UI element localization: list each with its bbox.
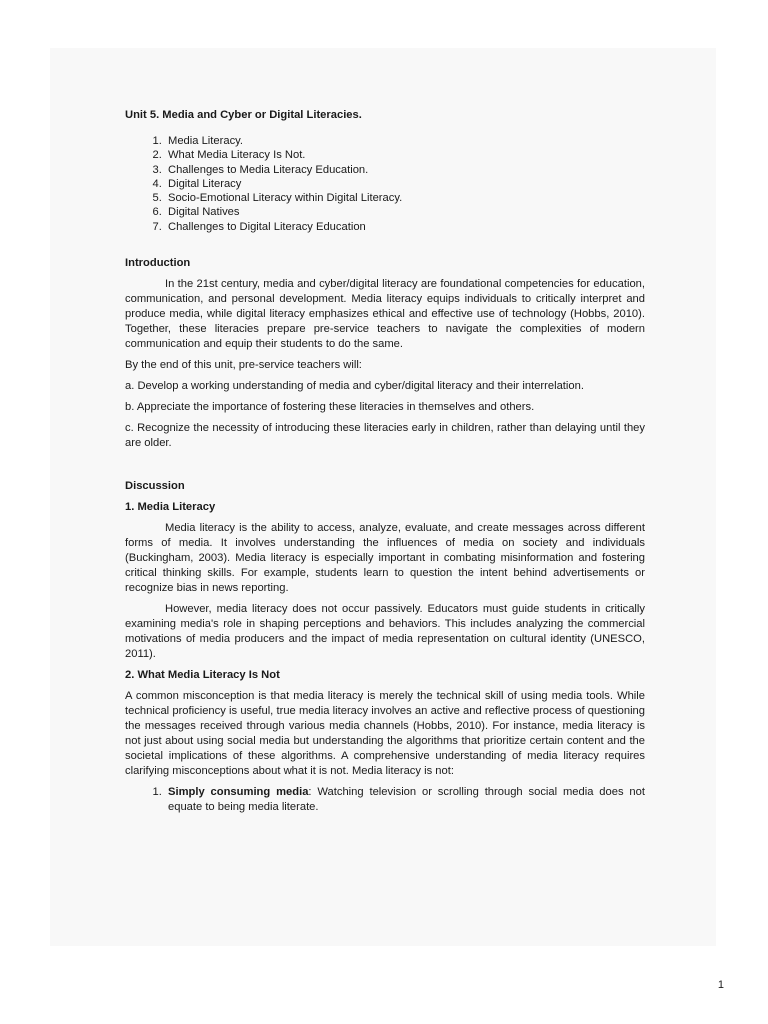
not-list-text: : Watching television or scrolling through social media does not equate to being media literate.: [168, 786, 645, 814]
unit-title: Unit 5. Media and Cyber or Digital Literacies.: [125, 109, 362, 121]
discussion-heading: Discussion: [125, 480, 185, 493]
not-list-term: Simply consuming media: [168, 786, 309, 799]
section-heading-what-media-literacy-is-not: 2. What Media Literacy Is Not: [125, 669, 280, 682]
objective-item: c. Recognize the necessity of introducing these literacies early in children, rather than delaying until they are older.: [125, 422, 645, 450]
topic-item: 5. Socio-Emotional Literacy within Digital Literacy.: [165, 191, 645, 205]
unit-topic-list: [125, 134, 645, 234]
media-literacy-paragraph: Media literacy is the ability to access, analyze, evaluate, and create messages across different forms of media. It involves understanding the influences of media on society and individuals (Buckingham, 2003). Media literacy is especially important in combating misinformation and fostering critical thinking skills. For example, students learn to question the intent behind advertisements or recognize bias in news reporting.: [125, 522, 645, 595]
misconception-paragraph: A common misconception is that media literacy is merely the technical skill of using media tools. While technical proficiency is useful, true media literacy involves an active and reflective process of questioning the messages received through various media channels (Hobbs, 2010). For instance, media literacy is not just about using social media but understanding the algorithms that prioritize certain content and the societal implications of these algorithms. A comprehensive understanding of media literacy requires clarifying misconceptions about what it is not. Media literacy is not:: [125, 690, 645, 778]
topic-item: 3. Challenges to Media Literacy Education.: [165, 163, 645, 177]
not-list-item: [165, 785, 645, 815]
introduction-paragraph: In the 21st century, media and cyber/digital literacy are foundational competencies for education, communication, and personal development. Media literacy equips individuals to critically interpret and produce media, while digital literacy emphasizes ethical and effective use of technology (Hobbs, 2010). Together, these literacies prepare pre-service teachers to navigate the complexities of modern communication and equip their students to do the same.: [125, 278, 645, 351]
media-literacy-paragraph: However, media literacy does not occur passively. Educators must guide students in critically examining media's role in shaping perceptions and behaviors. This includes analyzing the commercial motivations of media producers and the impact of media representation on cultural identity (UNESCO, 2011).: [125, 603, 645, 661]
not-list: [125, 785, 645, 815]
topic-item: 4. Digital Literacy: [165, 177, 645, 191]
section-heading-media-literacy: 1. Media Literacy: [125, 501, 216, 514]
objective-item: b. Appreciate the importance of fostering these literacies in themselves and others.: [125, 401, 535, 414]
objective-item: a. Develop a working understanding of media and cyber/digital literacy and their interrelation.: [125, 380, 584, 393]
topic-item: 2. What Media Literacy Is Not.: [165, 148, 645, 162]
document-body: [125, 108, 645, 815]
objectives-lead: By the end of this unit, pre-service teachers will:: [125, 359, 362, 372]
topic-item: 1. Media Literacy.: [165, 134, 645, 148]
page-number: 1: [717, 979, 724, 991]
introduction-heading: Introduction: [125, 257, 191, 270]
topic-item: 7. Challenges to Digital Literacy Education: [165, 220, 645, 234]
topic-item: 6. Digital Natives: [165, 205, 645, 219]
